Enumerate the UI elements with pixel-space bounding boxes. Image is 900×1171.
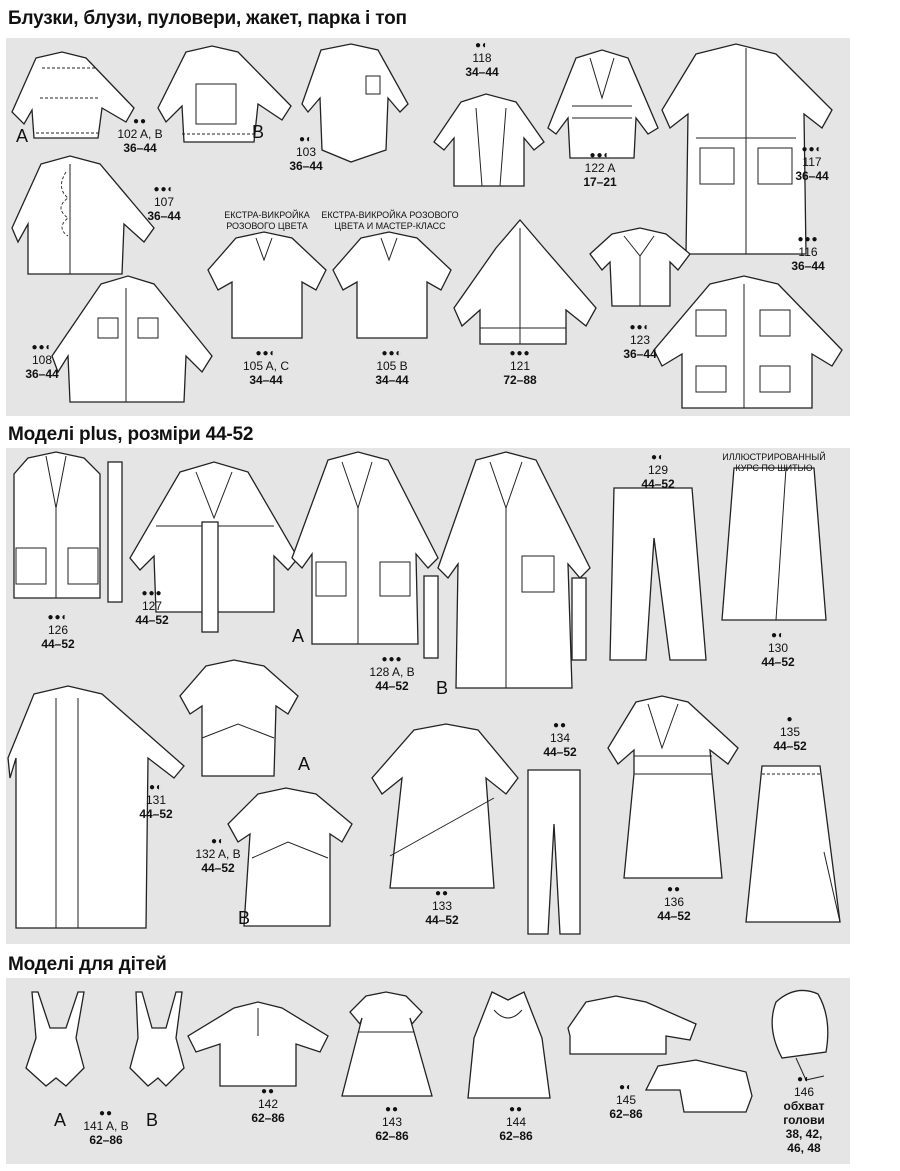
model-label-145: ●◐ 145 62–86 [609,1082,643,1121]
letter-128a: A [292,626,305,646]
letter-132a: A [298,754,311,774]
model-label-130: ●◐ 130 44–52 [761,630,795,669]
model-label-131: ●◐ 131 44–52 [139,782,173,821]
kids-illustrations [6,978,850,1164]
plus-illustrations [6,448,850,944]
model-label-146: ●◐ 146 обхват голови 38, 42, 46, 48 [783,1074,825,1155]
model-label-102: ●● 102 A, B 36–44 [117,116,163,155]
model-label-143: ●● 143 62–86 [375,1104,409,1143]
letter-132b: B [238,908,251,928]
letter-a: A [16,126,29,146]
letter-141a: A [54,1110,67,1130]
model-label-126: ●●◐ 126 44–52 [41,612,75,651]
panel-plus [6,448,850,944]
model-label-105b: ●●◐ 105 B 34–44 [375,348,409,387]
model-label-133: ●● 133 44–52 [425,888,459,927]
model-label-117: ●●◐ 117 36–44 [795,144,829,183]
model-label-135: ● 135 44–52 [773,714,807,753]
model-label-134: ●● 134 44–52 [543,720,577,759]
note-extra-pattern-masterclass: ЕКСТРА-ВИКРОЙКА РОЗОВОГО ЦВЕТА И МАСТЕР-КЛАСС [321,210,459,231]
section-title-plus: Моделі plus, розміри 44-52 [8,424,254,445]
model-label-107: ●●◐ 107 36–44 [147,184,181,223]
model-label-108: ●●◐ 108 36–44 [25,342,59,381]
model-label-142: ●● 142 62–86 [251,1086,285,1125]
model-label-129: ●◐ 129 44–52 [641,452,675,491]
model-label-118: ●◐ 118 34–44 [465,40,499,79]
model-label-144: ●● 144 62–86 [499,1104,533,1143]
model-label-122: ●●◐ 122 A 17–21 [583,150,617,189]
letter-b: B [252,122,265,142]
model-label-116: ●●● 116 36–44 [791,234,825,273]
letter-141b: B [146,1110,159,1130]
model-label-127: ●●● 127 44–52 [135,588,169,627]
model-label-105ac: ●●◐ 105 A, C 34–44 [242,348,290,387]
model-label-103: ●◐ 103 36–44 [289,134,323,173]
model-label-141: ●● 141 A, B 62–86 [83,1108,129,1147]
model-label-136: ●● 136 44–52 [657,884,691,923]
note-sewing-course: ИЛЛЮСТРИРОВАННЫЙ КУРС ПО ШИТЬЮ [722,452,826,473]
section-title-blouses: Блузки, блузи, пуловери, жакет, парка і топ [8,8,407,29]
model-label-132: ●◐ 132 A, B 44–52 [195,836,241,875]
model-label-128: ●●● 128 A, B 44–52 [369,654,415,693]
note-extra-pattern: ЕКСТРА-ВИКРОЙКА РОЗОВОГО ЦВЕТА [224,210,310,231]
model-label-123: ●●◐ 123 36–44 [623,322,657,361]
letter-128b: B [436,678,449,698]
panel-blouses [6,38,850,416]
panel-kids [6,978,850,1164]
model-label-121: ●●● 121 72–88 [503,348,537,387]
section-title-kids: Моделі для дітей [8,954,167,975]
